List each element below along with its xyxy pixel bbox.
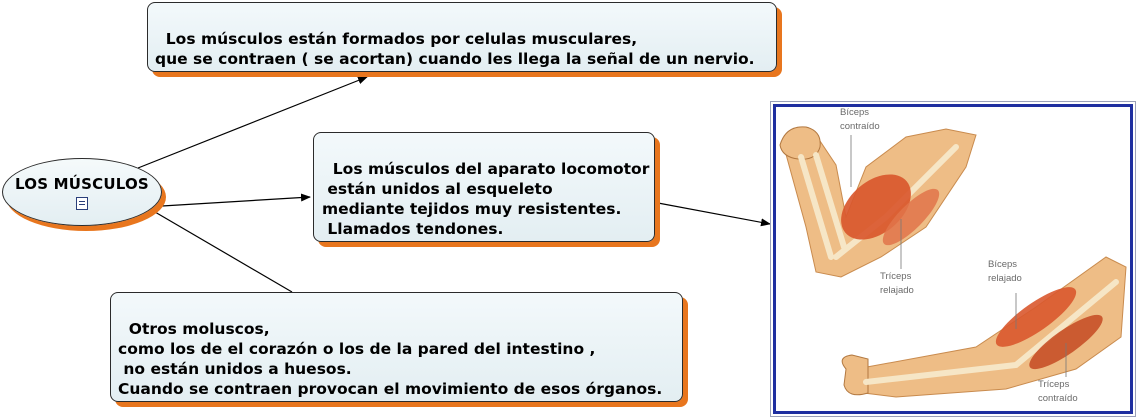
note-icon[interactable] bbox=[76, 197, 88, 210]
connector-root-to-others bbox=[155, 212, 292, 292]
node-others-text: Otros moluscos, como los de el corazón o los de la pared del intestino , no están unidos a huesos. Cuando se contraen provocan el movimiento de esos órganos. bbox=[118, 320, 663, 398]
lower-hand bbox=[842, 355, 868, 395]
node-others[interactable] bbox=[110, 292, 683, 402]
biceps-contracted-label: Bíceps contraído bbox=[840, 107, 880, 132]
node-cells[interactable] bbox=[147, 2, 777, 72]
triceps-contracted-label: Tríceps contraído bbox=[1038, 379, 1078, 404]
root-label: LOS MÚSCULOS bbox=[15, 174, 149, 193]
connector-root-to-locomotor bbox=[162, 197, 310, 206]
node-locomotor-text: Los músculos del aparato locomotor están unidos al esqueleto mediante tejidos muy resistentes. Llamados tendones. bbox=[322, 160, 650, 238]
triceps-relaxed-label: Tríceps relajado bbox=[880, 271, 914, 296]
arm-muscles-illustration bbox=[776, 107, 1130, 411]
connector-locomotor-to-image bbox=[658, 203, 770, 224]
arm-muscles-image[interactable] bbox=[773, 104, 1133, 414]
root-node[interactable] bbox=[2, 158, 162, 226]
node-cells-text: Los músculos están formados por celulas musculares, que se contraen ( se acortan) cuando les llega la señal de un nervio. bbox=[155, 30, 755, 68]
node-locomotor[interactable] bbox=[313, 132, 655, 242]
biceps-relaxed-label: Bíceps relajado bbox=[988, 259, 1022, 284]
